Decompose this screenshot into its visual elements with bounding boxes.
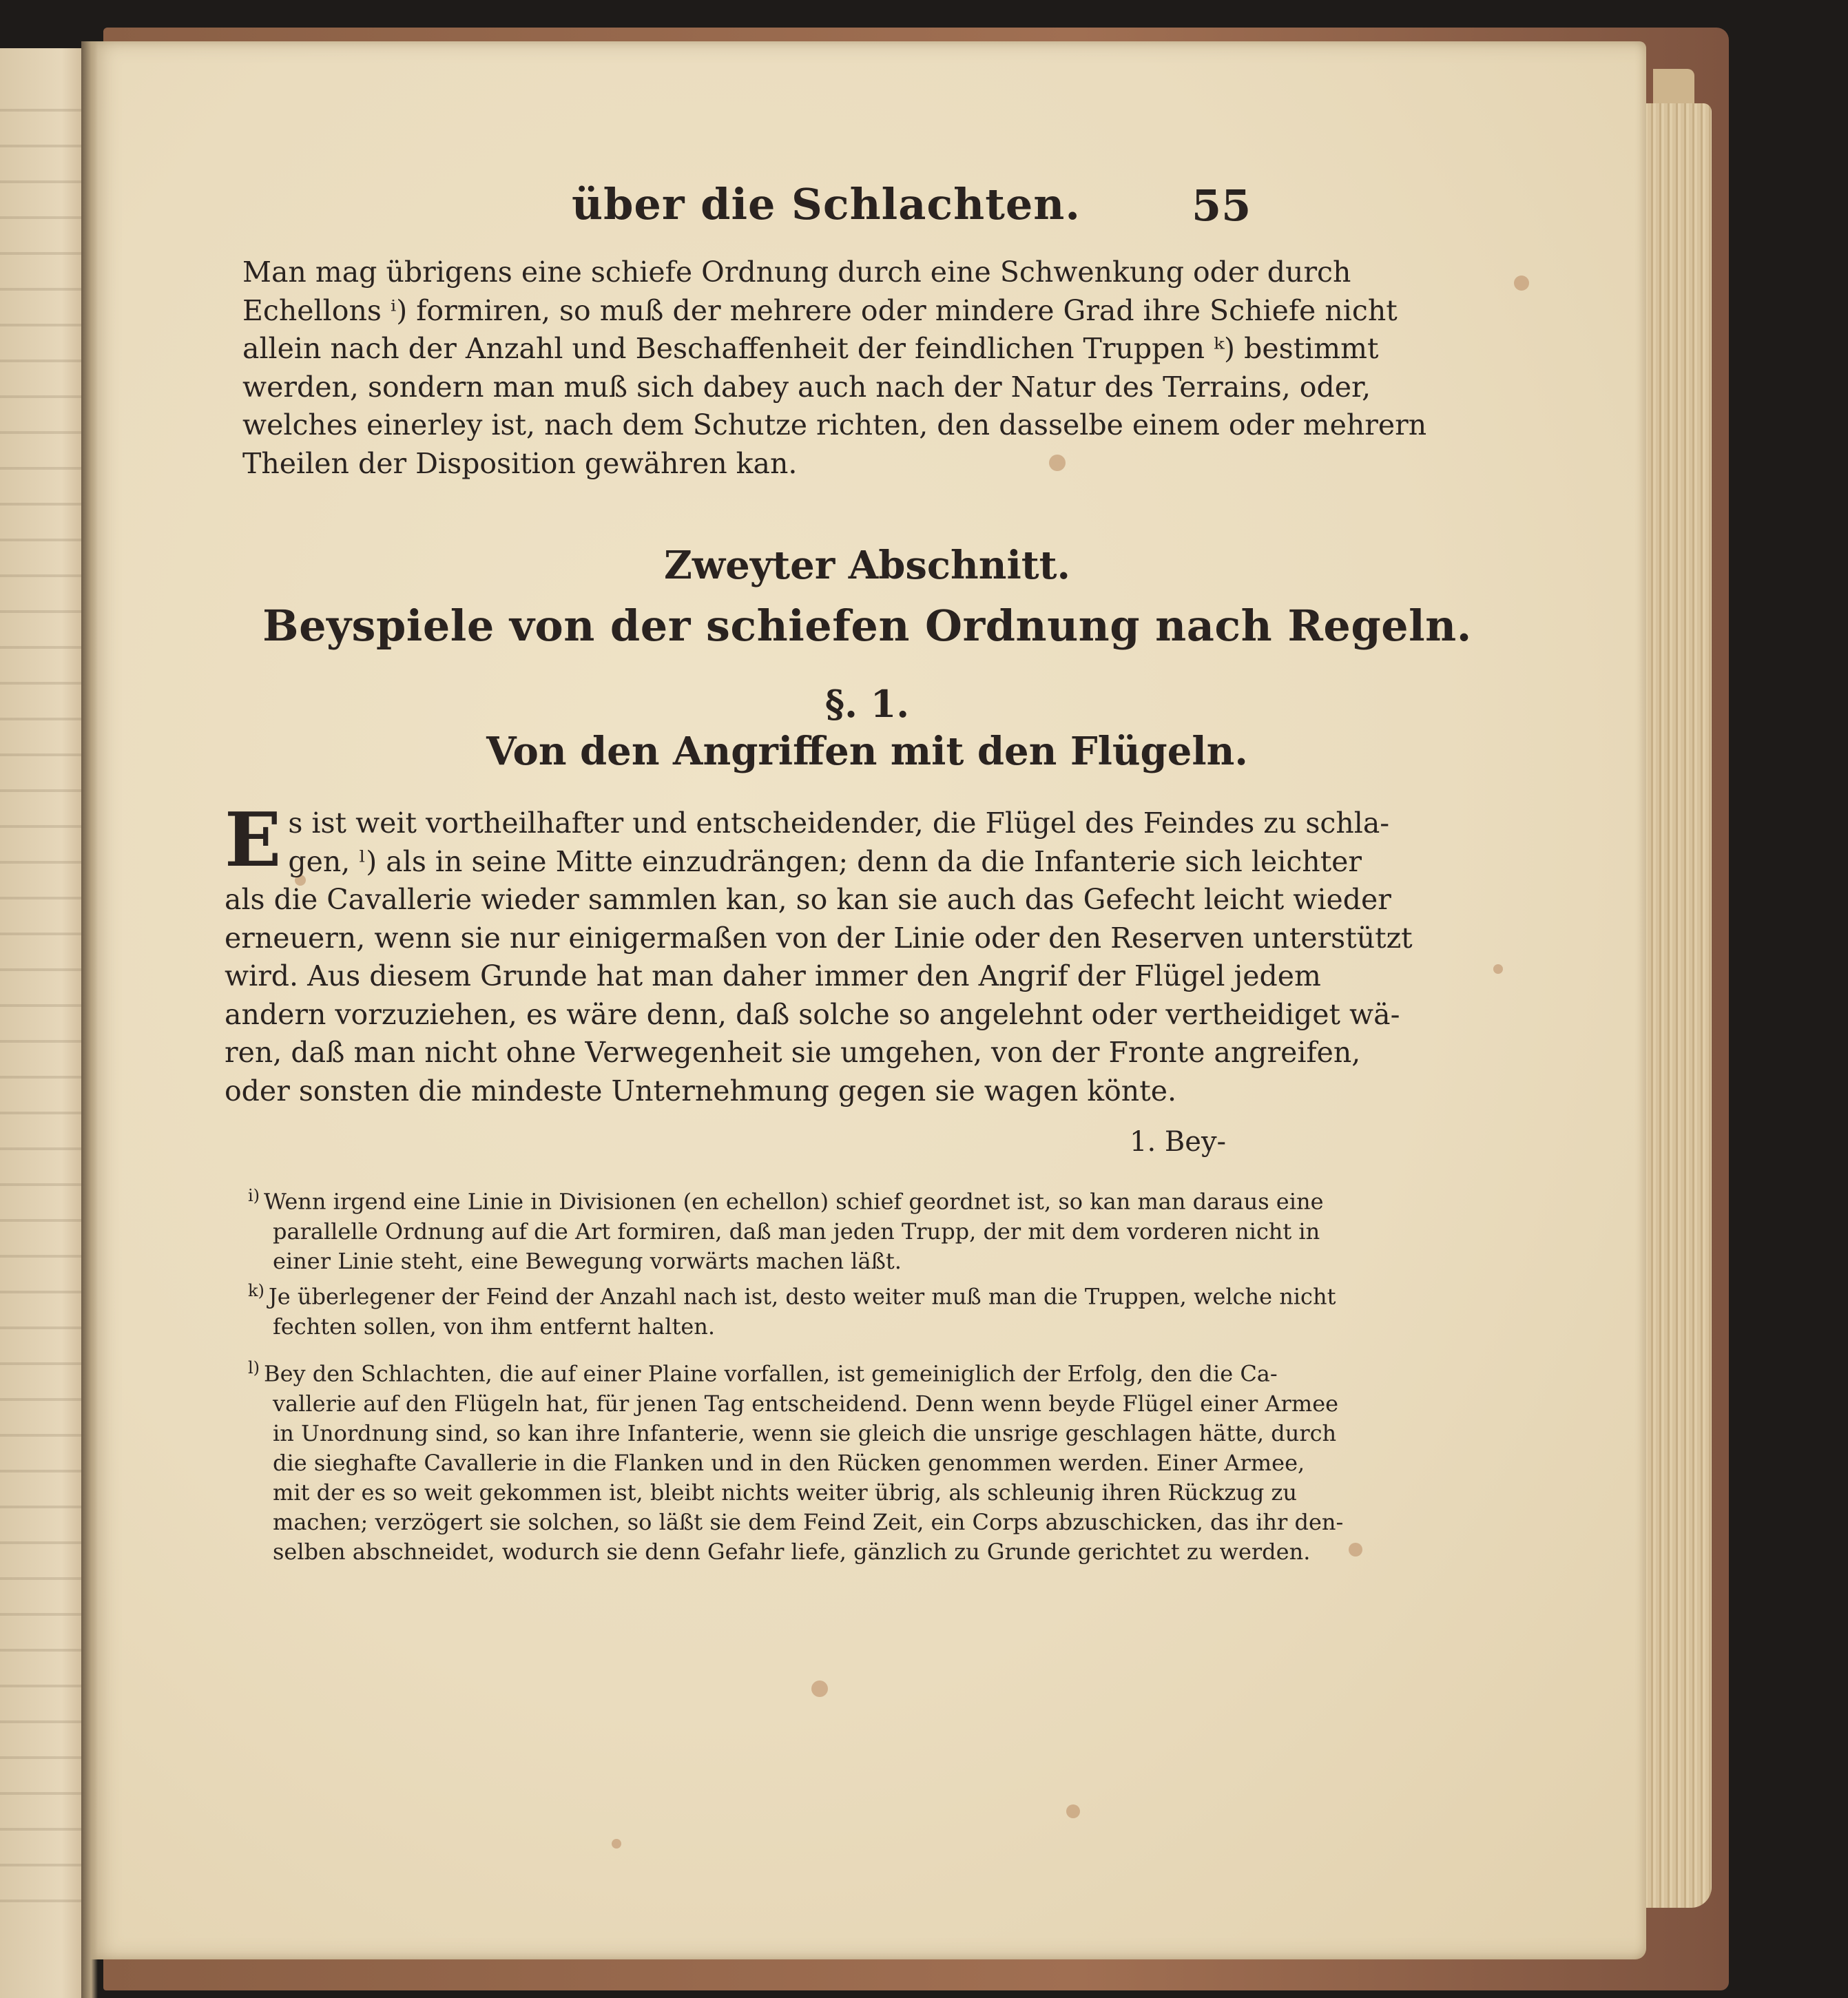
footnote-line bbox=[248, 1353, 1278, 1389]
foxing-spot bbox=[1493, 964, 1503, 974]
text-line: Man mag übrigens eine schiefe Ordnung durch eine Schwenkung oder durch bbox=[242, 256, 1351, 289]
drop-cap: E bbox=[225, 797, 282, 884]
footnote-mark: k) bbox=[248, 1281, 264, 1300]
page-stack-edges bbox=[1639, 103, 1712, 1908]
foxing-spot bbox=[1066, 1804, 1080, 1818]
footnote-line: parallelle Ordnung auf die Art formiren, daß man jeden Trupp, der mit dem vorderen nicht in bbox=[273, 1218, 1320, 1245]
catchword: 1. Bey- bbox=[1130, 1126, 1227, 1158]
footnote-line: fechten sollen, von ihm entfernt halten. bbox=[273, 1313, 716, 1340]
section-subtitle: Beyspiele von der schiefen Ordnung nach Regeln. bbox=[262, 601, 1472, 651]
footnote-mark: i) bbox=[248, 1186, 260, 1205]
foxing-spot bbox=[811, 1680, 828, 1697]
text-line: s ist weit vortheilhafter und entscheidender, die Flügel des Feindes zu schla- bbox=[288, 807, 1390, 840]
text-line: gen, ˡ) als in seine Mitte einzudrängen; denn da die Infanterie sich leichter bbox=[288, 844, 1362, 878]
footnote-line bbox=[248, 1181, 1324, 1217]
text-line: welches einerley ist, nach dem Schutze richten, den dasselbe einem oder mehrern bbox=[242, 408, 1427, 441]
page-number: 55 bbox=[1192, 180, 1252, 231]
foxing-spot bbox=[1514, 275, 1529, 291]
foxing-spot bbox=[1349, 1543, 1362, 1557]
paragraph-2 bbox=[225, 797, 1413, 1110]
text-line: Echellons ⁱ) formiren, so muß der mehrere oder mindere Grad ihre Schiefe nicht bbox=[242, 293, 1398, 327]
footnote-line: selben abschneidet, wodurch sie denn Gefahr liefe, gänzlich zu Grunde gerichtet zu werden. bbox=[273, 1538, 1311, 1565]
section-title: Zweyter Abschnitt. bbox=[664, 543, 1070, 588]
book-gutter bbox=[81, 41, 98, 1998]
footnote-mark: l) bbox=[248, 1358, 260, 1377]
text-line: ren, daß man nicht ohne Verwegenheit sie umgehen, von der Fronte angreifen, bbox=[225, 1036, 1361, 1069]
footnote-text: Wenn irgend eine Linie in Divisionen (en echellon) schief geordnet ist, so kan man daraus eine bbox=[264, 1188, 1324, 1215]
text-line: erneuern, wenn sie nur einigermaßen von der Linie oder den Reserven unterstützt bbox=[225, 921, 1413, 955]
footnote-l bbox=[248, 1353, 1344, 1567]
footnote-k bbox=[248, 1276, 1336, 1342]
footnote-text: Je überlegener der Feind der Anzahl nach ist, desto weiter muß man die Truppen, welche nicht bbox=[268, 1283, 1336, 1310]
left-page bbox=[0, 48, 88, 1998]
footnote-line: die sieghafte Cavallerie in die Flanken und in den Rücken genommen werden. Einer Armee, bbox=[273, 1449, 1305, 1476]
left-page-show-through bbox=[0, 76, 83, 1935]
text-line: als die Cavallerie wieder sammlen kan, so kan sie auch das Gefecht leicht wieder bbox=[225, 883, 1391, 916]
footnote-line bbox=[248, 1276, 1336, 1312]
paragraph-1 bbox=[242, 253, 1427, 483]
text-line: werden, sondern man muß sich dabey auch nach der Natur des Terrains, oder, bbox=[242, 370, 1371, 404]
footnote-line: einer Linie steht, eine Bewegung vorwärts machen läßt. bbox=[273, 1247, 902, 1274]
section-heading: Von den Angriffen mit den Flügeln. bbox=[486, 729, 1248, 774]
footnote-line: in Unordnung sind, so kan ihre Infanterie, wenn sie gleich die unsrige geschlagen hätte, durch bbox=[273, 1419, 1337, 1446]
footnote-line: mit der es so weit gekommen ist, bleibt nichts weiter übrig, als schleunig ihren Rückzug zu bbox=[273, 1479, 1297, 1506]
text-line: oder sonsten die mindeste Unternehmung gegen sie wagen könte. bbox=[225, 1074, 1176, 1107]
running-title: über die Schlachten. bbox=[572, 179, 1081, 229]
text-line: Theilen der Disposition gewähren kan. bbox=[242, 446, 798, 480]
text-line: allein nach der Anzahl und Beschaffenheit der feindlichen Truppen ᵏ) bestimmt bbox=[242, 332, 1379, 365]
footnote-line: machen; verzögert sie solchen, so läßt sie dem Feind Zeit, ein Corps abzuschicken, das ihr den- bbox=[273, 1508, 1344, 1535]
footnote-i bbox=[248, 1181, 1324, 1276]
text-line: wird. Aus diesem Grunde hat man daher immer den Angrif der Flügel jedem bbox=[225, 959, 1321, 992]
text-line: andern vorzuziehen, es wäre denn, daß solche so angelehnt oder vertheidiget wä- bbox=[225, 997, 1400, 1031]
foxing-spot bbox=[612, 1839, 621, 1849]
footnote-line: vallerie auf den Flügeln hat, für jenen Tag entscheidend. Denn wenn beyde Flügel einer Armee bbox=[273, 1390, 1339, 1417]
paragraph-sign: §. 1. bbox=[824, 682, 910, 726]
footnote-text: Bey den Schlachten, die auf einer Plaine vorfallen, ist gemeiniglich der Erfolg, den die Ca- bbox=[264, 1360, 1278, 1387]
